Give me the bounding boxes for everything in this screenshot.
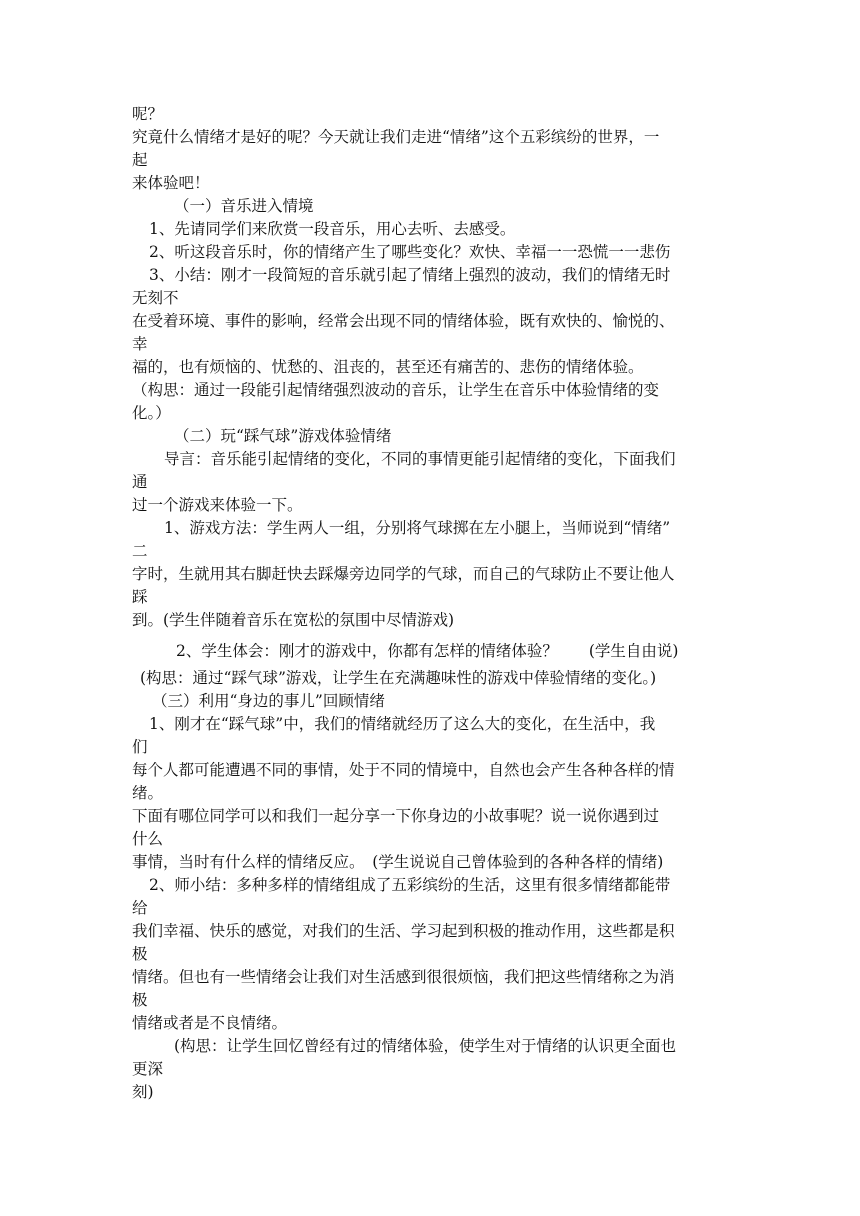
text-line: 极 — [132, 945, 148, 963]
text-line: 3、小结：刚才一段简短的音乐就引起了情绪上强烈的波动，我们的情绪无时 — [149, 266, 671, 284]
text-line: 到。(学生伴随着音乐在宽松的氛围中尽情游戏) — [132, 611, 455, 629]
text-line: 事情，当时有什么样的情绪反应。 (学生说说自己曾体验到的各种各样的情绪) — [132, 853, 664, 871]
text-line: 化。） — [132, 404, 171, 422]
section-heading: （二）玩“踩气球”游戏体验情绪 — [174, 427, 392, 445]
text-line: 什么 — [132, 830, 164, 848]
text-line: 2、学生体会：刚才的游戏中，你都有怎样的情绪体验？ (学生自由说) — [176, 642, 679, 660]
text-line: 1、先请同学们来欣赏一段音乐，用心去听、去感受。 — [149, 220, 516, 238]
text-line: 情绪或者是不良情绪。 — [132, 1014, 288, 1032]
text-line: 们 — [132, 738, 148, 756]
text-line: 通 — [132, 473, 148, 491]
text-line: 1、游戏方法：学生两人一组，分别将气球掷在左小腿上，当师说到“情绪” — [164, 519, 671, 537]
text-line: 呢？ — [132, 105, 164, 123]
text-line: 起 — [132, 151, 148, 169]
text-line: (构思：让学生回忆曾经有过的情绪体验，使学生对于情绪的认识更全面也 — [174, 1037, 677, 1055]
section-heading: （三）利用“身边的事儿”回顾情绪 — [152, 692, 385, 710]
text-line: 更深 — [132, 1060, 164, 1078]
text-line: 我们幸福、快乐的感觉，对我们的生活、学习起到积极的推动作用，这些都是积 — [132, 922, 675, 940]
text-line: 下面有哪位同学可以和我们一起分享一下你身边的小故事呢？说一说你遇到过 — [132, 807, 660, 825]
text-line: 情绪。但也有一些情绪会让我们对生活感到很很烦恼，我们把这些情绪称之为消 — [132, 968, 675, 986]
text-line: 1、刚才在“踩气球”中，我们的情绪就经历了这么大的变化，在生活中，我 — [149, 715, 656, 733]
text-line: （构思：通过一段能引起情绪强烈波动的音乐，让学生在音乐中体验情绪的变 — [132, 381, 660, 399]
text-line: 极 — [132, 991, 148, 1009]
text-line: 导言：音乐能引起情绪的变化，不同的事情更能引起情绪的变化，下面我们 — [164, 450, 676, 468]
text-line: 2、听这段音乐时，你的情绪产生了哪些变化？欢快、幸福一一恐慌一一悲伤 — [149, 243, 671, 261]
text-line: 二 — [132, 542, 148, 560]
text-line: 字时，生就用其右脚赶快去踩爆旁边同学的气球，而自己的气球防止不要让他人 — [132, 565, 675, 583]
text-line: 刻) — [132, 1083, 154, 1101]
text-line: 过一个游戏来体验一下。 — [132, 496, 303, 514]
text-line: 给 — [132, 899, 148, 917]
text-line: 2、师小结：多种多样的情绪组成了五彩缤纷的生活，这里有很多情绪都能带 — [149, 876, 671, 894]
text-line: (构思：通过“踩气球”游戏，让学生在充满趣味性的游戏中倖验情绪的变化。) — [140, 669, 657, 687]
text-line: 在受着环境、事件的影响，经常会出现不同的情绪体验，既有欢快的、愉悦的、 — [132, 312, 675, 330]
text-line: 无刻不 — [132, 289, 179, 307]
text-line: 究竟什么情绪才是好的呢？今天就让我们走进“情绪”这个五彩缤纷的世界，一 — [132, 128, 660, 146]
text-line: 绪。 — [132, 784, 164, 802]
text-line: 踩 — [132, 588, 148, 606]
text-line: 福的，也有烦恼的、忧愁的、沮丧的，甚至还有痛苦的、悲伤的情绪体验。 — [132, 358, 644, 376]
section-heading: （一）音乐进入情境 — [174, 197, 314, 215]
text-line: 来体验吧！ — [132, 174, 210, 192]
text-line: 每个人都可能遭遇不同的事情，处于不同的情境中，自然也会产生各种各样的情 — [132, 761, 675, 779]
text-line: 幸 — [132, 335, 148, 353]
